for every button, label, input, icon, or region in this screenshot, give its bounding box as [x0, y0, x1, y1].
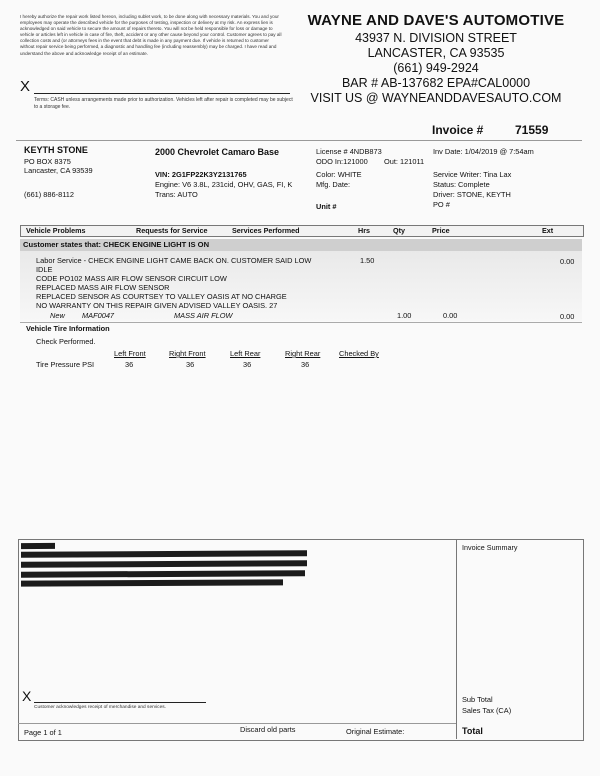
ack-signature-line [34, 702, 206, 703]
header-divider [16, 140, 582, 141]
tire-checked-by-label: Checked By [339, 349, 379, 358]
customer-address2: Lancaster, CA 93539 [24, 166, 93, 175]
tire-left-rear-value: 36 [243, 360, 252, 369]
original-estimate: Original Estimate: [346, 727, 405, 736]
labor-line-3: CODE PO102 MASS AIR FLOW SENSOR CIRCUIT LOW [36, 274, 227, 283]
tire-right-rear-value: 36 [301, 360, 310, 369]
labor-line-1: Labor Service - CHECK ENGINE LIGHT CAME BACK ON. CUSTOMER SAID LOW [36, 256, 312, 265]
odo-in: ODO In:121000 [316, 157, 368, 166]
invoice-number: 71559 [515, 123, 549, 137]
tire-left-front-value: 36 [125, 360, 134, 369]
mfg-date: Mfg. Date: [316, 180, 351, 189]
ack-text: Customer acknowledges receipt of merchandise and services. [34, 705, 166, 710]
company-phone: (661) 949-2924 [393, 61, 479, 75]
summary-divider [456, 539, 457, 739]
part-number: MAF0047 [82, 311, 115, 320]
unit-number: Unit # [316, 202, 337, 211]
tire-title: Vehicle Tire Information [26, 324, 110, 333]
redacted-line [21, 543, 55, 549]
status: Status: Complete [433, 180, 490, 189]
part-condition: New [50, 311, 65, 320]
tire-right-front-value: 36 [186, 360, 195, 369]
customer-address1: PO BOX 8375 [24, 157, 71, 166]
customer-states-bar [20, 239, 582, 251]
tire-left-front-label: Left Front [114, 349, 146, 358]
part-price: 0.00 [443, 311, 458, 320]
company-address: 43937 N. DIVISION STREET [355, 31, 517, 45]
labor-line-2: IDLE [36, 265, 53, 274]
invoice-date: Inv Date: 1/04/2019 @ 7:54am [433, 147, 534, 156]
signature-line [34, 93, 290, 94]
sales-tax-label: Sales Tax (CA) [462, 706, 512, 715]
col-hrs: Hrs [358, 226, 370, 235]
tire-right-rear-label: Right Rear [285, 349, 321, 358]
labor-line-5: REPLACED SENSOR AS COURTSEY TO VALLEY OASIS AT NO CHARGE [36, 292, 287, 301]
vehicle-engine: Engine: V6 3.8L, 231cid, OHV, GAS, FI, K [155, 180, 293, 189]
discard-old-parts: Discard old parts [240, 725, 296, 734]
customer-states-text: Customer states that: CHECK ENGINE LIGHT IS ON [23, 240, 210, 249]
subtotal-label: Sub Total [462, 695, 493, 704]
invoice-summary-title: Invoice Summary [462, 543, 518, 552]
ack-signature-x: X [22, 688, 32, 704]
labor-line-6: NO WARRANTY ON THIS REPAIR GIVEN ADVISED VALLEY OASIS. 27 [36, 301, 278, 310]
po-number: PO # [433, 200, 450, 209]
odo-out: Out: 121011 [384, 157, 425, 166]
tire-left-rear-label: Left Rear [230, 349, 261, 358]
page-number: Page 1 of 1 [24, 728, 62, 737]
part-qty: 1.00 [397, 311, 412, 320]
labor-hrs: 1.50 [360, 256, 375, 265]
col-vehicle-problems: Vehicle Problems [26, 226, 86, 235]
tire-check: Check Performed. [36, 337, 96, 346]
company-name: WAYNE AND DAVE'S AUTOMOTIVE [307, 12, 565, 29]
tire-divider [20, 322, 582, 323]
tire-pressure-label: Tire Pressure PSI [36, 360, 95, 369]
company-bar: BAR # AB-137682 EPA#CAL0000 [341, 76, 531, 90]
footer-divider [18, 723, 456, 724]
col-price: Price [432, 226, 450, 235]
vehicle-trans: Trans: AUTO [155, 190, 198, 199]
license: License # 4NDB873 [316, 147, 382, 156]
total-label: Total [462, 726, 483, 736]
col-ext: Ext [542, 226, 554, 235]
part-ext: 0.00 [560, 312, 575, 321]
invoice-label: Invoice # [432, 123, 484, 137]
col-requests: Requests for Service [136, 226, 208, 235]
authorization-text: I hereby authorize the repair work listed hereon, including sublet work, to be done along with necessary materials. You and your employees may operate the described vehicle for the purposes of testing, inspection or delivery at my risk. An express lien is acknowledged on said vehicle to secure the amount of repairs thereto. You will not be held responsible for loss or damage to vehicle or articles left in vehicle in case of fire, theft, accident or any other cause beyond your control. Customer agrees to pay all collection costs and (or attorneys fees in the event that debt is made in any payment due. If vehicle is returned to customer without repair service being performed, a diagnostic and handling fee (including reassembly) may be charged. I have read and understand the above and acknowledge receipt of an estimate. [20, 14, 282, 56]
labor-line-4: REPLACED MASS AIR FLOW SENSOR [36, 283, 170, 292]
customer-phone: (661) 886-8112 [24, 190, 74, 199]
col-qty: Qty [393, 226, 405, 235]
driver: Driver: STONE, KEYTH [433, 190, 511, 199]
labor-ext: 0.00 [560, 257, 575, 266]
signature-x: X [20, 78, 31, 95]
tire-right-front-label: Right Front [169, 349, 206, 358]
terms-text: Terms: CASH unless arrangements made prior to authorization. Vehicles left after repair is completed may be subject to a storage fee. [34, 97, 293, 110]
part-description: MASS AIR FLOW [174, 311, 233, 320]
vehicle-title: 2000 Chevrolet Camaro Base [155, 147, 280, 157]
vehicle-vin: VIN: 2G1FP22K3Y2131765 [155, 170, 247, 179]
customer-name: KEYTH STONE [24, 145, 88, 155]
service-writer: Service Writer: Tina Lax [433, 170, 512, 179]
table-header [20, 225, 584, 237]
company-header [300, 12, 572, 106]
company-city: LANCASTER, CA 93535 [367, 46, 505, 60]
company-web: VISIT US @ WAYNEANDDAVESAUTO.COM [310, 91, 562, 105]
col-services: Services Performed [232, 226, 300, 235]
color: Color: WHITE [316, 170, 362, 179]
